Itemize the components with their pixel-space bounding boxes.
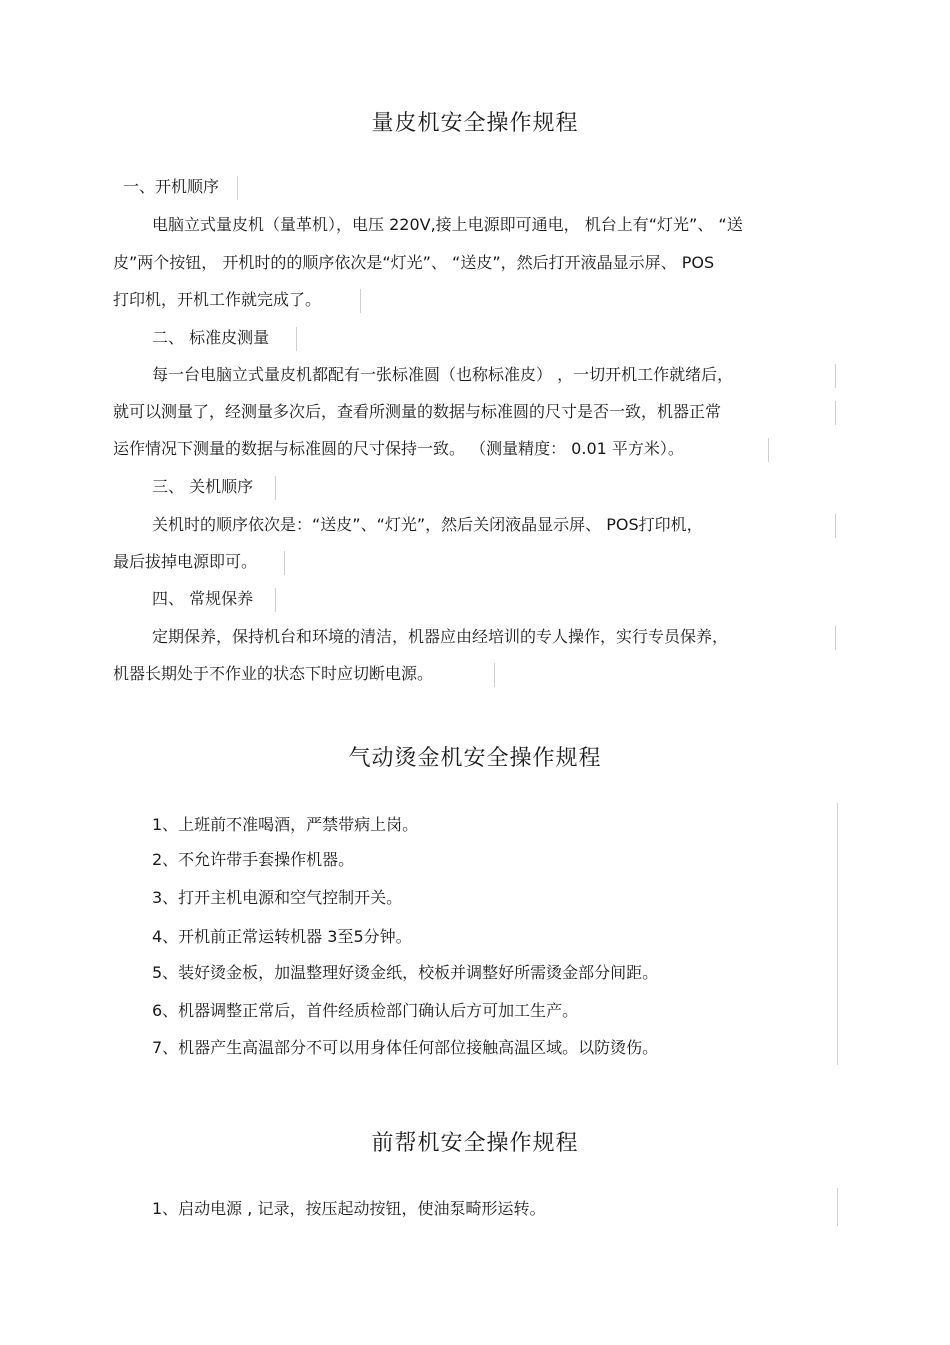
text-edge-mark [275, 588, 276, 612]
text-edge-mark [360, 289, 361, 313]
subheading: 一、开机顺序 [123, 177, 220, 196]
subheading: 二、 标准皮测量 [152, 328, 270, 347]
paragraph-line: 定期保养，保持机台和环境的清洁，机器应由经培训的专人操作，实行专员保养， [152, 627, 729, 646]
text-edge-mark [835, 364, 836, 388]
text-edge-mark [296, 327, 297, 351]
text-edge-mark [275, 476, 276, 500]
section-title: 量皮机安全操作规程 [371, 111, 579, 136]
paragraph-line: 就可以测量了，经测量多次后，查看所测量的数据与标准圆的尺寸是否一致，机器正常 [113, 402, 722, 421]
list-item: 3、打开主机电源和空气控制开关。 [152, 888, 403, 907]
list-item: 5、装好烫金板，加温整理好烫金纸，校板并调整好所需烫金部分间距。 [152, 963, 659, 982]
paragraph-line: 机器长期处于不作业的状态下时应切断电源。 [113, 664, 434, 683]
paragraph-line: 打印机，开机工作就完成了。 [113, 290, 322, 309]
text-edge-mark [835, 401, 836, 425]
paragraph-line: 最后拔掉电源即可。 [113, 552, 258, 571]
text-edge-mark [835, 626, 836, 650]
section-edge-mark [837, 1188, 838, 1226]
paragraph-line: 电脑立式量皮机（量革机），电压 220V,接上电源即可通电， 机台上有“灯光”、 “送 [152, 215, 743, 234]
section-title: 前帮机安全操作规程 [371, 1131, 579, 1156]
section-title: 气动烫金机安全操作规程 [348, 746, 602, 771]
paragraph-line: 皮”两个按钮， 开机时的的顺序依次是“灯光”、 “送皮”，然后打开液晶显示屏、 POS [113, 253, 715, 272]
subheading: 三、 关机顺序 [152, 477, 254, 496]
list-item: 2、不允许带手套操作机器。 [152, 850, 355, 869]
paragraph-line: 关机时的顺序依次是：“送皮”、“灯光”，然后关闭液晶显示屏、 POS打印机， [152, 515, 703, 534]
list-item: 7、机器产生高温部分不可以用身体任何部位接触高温区域。以防烫伤。 [152, 1038, 659, 1057]
text-edge-mark [768, 438, 769, 462]
list-item: 4、开机前正常运转机器 3至5分钟。 [152, 927, 412, 946]
paragraph-line: 每一台电脑立式量皮机都配有一张标准圆（也称标准皮） ，一切开机工作就绪后， [152, 365, 734, 384]
list-item: 1、启动电源 , 记录，按压起动按钮，使油泵畸形运转。 [152, 1199, 546, 1218]
text-edge-mark [494, 663, 495, 687]
paragraph-line: 运作情况下测量的数据与标准圆的尺寸保持一致。 （测量精度： 0.01 平方米）。 [113, 439, 684, 458]
section-edge-mark [837, 803, 838, 1065]
text-edge-mark [284, 551, 285, 575]
list-item: 1、上班前不准喝酒，严禁带病上岗。 [152, 815, 419, 834]
subheading: 四、 常规保养 [152, 589, 254, 608]
text-edge-mark [835, 514, 836, 538]
list-item: 6、机器调整正常后，首件经质检部门确认后方可加工生产。 [152, 1001, 579, 1020]
text-edge-mark [237, 176, 238, 200]
